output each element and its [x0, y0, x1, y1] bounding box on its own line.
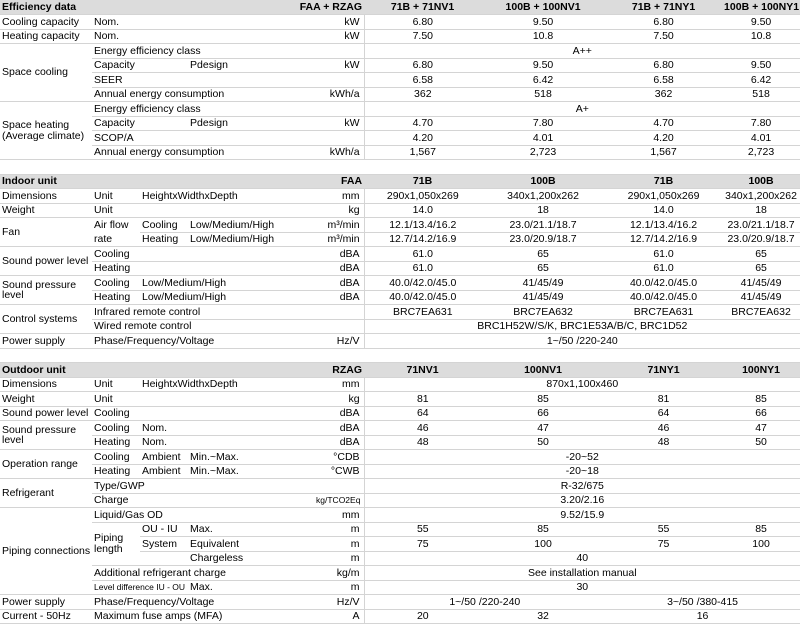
unit-cell: kW	[314, 58, 364, 73]
row-sublabel: Wired remote control	[92, 319, 314, 334]
row-sublabel: Heating	[92, 261, 314, 276]
row-sublabel: Pdesign	[188, 58, 314, 73]
value-cell: 100	[481, 537, 605, 552]
column-header: 71B + 71NV1	[364, 0, 481, 15]
value-cell: 75	[605, 537, 722, 552]
row-label: Weight	[0, 203, 92, 218]
row-sublabel: Equivalent	[188, 537, 314, 552]
value-cell: 40.0/42.0/45.0	[364, 290, 481, 305]
unit-cell: kW	[314, 15, 364, 30]
value-cell: 7.80	[722, 116, 800, 131]
row-sublabel: SEER	[92, 73, 314, 88]
row-sublabel	[92, 218, 140, 247]
unit-cell: dBA	[314, 261, 364, 276]
value-cell: 4.01	[481, 131, 605, 146]
value-cell: 290x1,050x269	[605, 189, 722, 204]
row-sublabel: Max.	[188, 580, 314, 595]
value-cell: 9.50	[722, 58, 800, 73]
value-cell: 6.42	[481, 73, 605, 88]
row-label	[0, 276, 92, 305]
column-header: 71NV1	[364, 363, 481, 378]
value-cell: 50	[722, 435, 800, 450]
row-sublabel: Heating	[140, 232, 188, 247]
table-row	[0, 609, 800, 624]
value-cell: 65	[481, 261, 605, 276]
value-cell: 47	[481, 421, 605, 436]
table-row	[0, 189, 800, 204]
value-cell: 41/45/49	[722, 290, 800, 305]
efficiency-model-label: FAA + RZAG	[188, 0, 364, 15]
value-cell: 6.80	[364, 15, 481, 30]
value-cell: 47	[722, 421, 800, 436]
outdoor-model-label: RZAG	[188, 363, 364, 378]
table-row	[0, 203, 800, 218]
column-header: 100NY1	[722, 363, 800, 378]
value-cell: 362	[364, 87, 481, 102]
table-row	[0, 580, 800, 595]
value-cell: 46	[605, 421, 722, 436]
row-sublabel: Unit	[92, 203, 314, 218]
table-row	[0, 493, 800, 508]
efficiency-header-row	[0, 0, 800, 15]
unit-cell: °CDB	[314, 450, 364, 465]
value-cell: 66	[722, 406, 800, 421]
row-sublabel: Heating	[92, 435, 140, 450]
efficiency-section-title: Efficiency data	[0, 0, 188, 15]
column-header: 100NV1	[481, 363, 605, 378]
row-sublabel: System	[140, 537, 188, 552]
row-sublabel: Low/Medium/High	[140, 290, 314, 305]
row-sublabel: Pdesign	[188, 116, 314, 131]
table-row	[0, 450, 800, 465]
value-cell: 64	[364, 406, 481, 421]
column-header: 71B + 71NY1	[605, 0, 722, 15]
value-cell: 6.80	[605, 58, 722, 73]
row-label-line: level	[2, 434, 24, 446]
value-cell: 18	[481, 203, 605, 218]
row-sublabel-line: rate	[94, 233, 113, 245]
table-row	[0, 87, 800, 102]
row-label: Current - 50Hz	[0, 609, 92, 624]
value-cell: 23.0/20.9/18.7	[722, 232, 800, 247]
row-sublabel: Phase/Frequency/Voltage	[92, 334, 314, 349]
value-cell: 100	[722, 537, 800, 552]
value-cell: 12.7/14.2/16.9	[364, 232, 481, 247]
value-cell: 1~/50 /220-240	[364, 595, 605, 610]
value-cell: 7.50	[364, 29, 481, 44]
row-sublabel: Unit	[92, 189, 140, 204]
value-cell: 6.58	[605, 73, 722, 88]
row-sublabel-line: length	[94, 542, 123, 555]
value-cell: BRC7EA631	[364, 305, 481, 320]
row-label: Control systems	[0, 305, 92, 334]
value-cell: BRC7EA632	[722, 305, 800, 320]
unit-cell: mm	[314, 508, 364, 523]
unit-cell: m	[314, 580, 364, 595]
row-sublabel: Cooling	[92, 406, 314, 421]
value-cell: 40.0/42.0/45.0	[605, 290, 722, 305]
value-cell: 65	[722, 247, 800, 262]
value-cell: 9.50	[481, 58, 605, 73]
unit-cell: dBA	[314, 247, 364, 262]
row-label: Cooling capacity	[0, 15, 92, 30]
indoor-section-title: Indoor unit	[0, 174, 188, 189]
value-cell: 40.0/42.0/45.0	[605, 276, 722, 291]
row-sublabel: Ambient	[140, 450, 188, 465]
row-label	[0, 102, 92, 160]
value-cell: 9.50	[722, 15, 800, 30]
unit-cell: kW	[314, 116, 364, 131]
value-cell: 85	[722, 522, 800, 537]
value-cell: 12.1/13.4/16.2	[364, 218, 481, 233]
value-cell: 61.0	[364, 261, 481, 276]
value-cell: 41/45/49	[722, 276, 800, 291]
unit-cell: dBA	[314, 290, 364, 305]
table-row	[0, 102, 800, 117]
column-header: 71NY1	[605, 363, 722, 378]
value-cell: 2,723	[722, 145, 800, 160]
value-cell: 9.52/15.9	[364, 508, 800, 523]
column-header: 100B	[481, 174, 605, 189]
table-row	[0, 392, 800, 407]
unit-cell: kg	[314, 203, 364, 218]
value-cell: BRC7EA632	[481, 305, 605, 320]
row-sublabel: Nom.	[92, 15, 314, 30]
row-sublabel: Unit	[92, 392, 314, 407]
table-row	[0, 464, 800, 479]
row-sublabel: Type/GWP	[92, 479, 314, 494]
value-cell: 41/45/49	[481, 290, 605, 305]
unit-cell: dBA	[314, 276, 364, 291]
row-sublabel: Maximum fuse amps (MFA)	[92, 609, 314, 624]
value-cell: 85	[722, 392, 800, 407]
value-cell: 7.50	[605, 29, 722, 44]
table-row	[0, 116, 800, 131]
value-cell: 3.20/2.16	[364, 493, 800, 508]
value-cell: 518	[722, 87, 800, 102]
row-label: Sound power level	[0, 406, 92, 421]
row-sublabel: Nom.	[140, 435, 314, 450]
row-sublabel: Capacity	[92, 58, 188, 73]
table-row	[0, 479, 800, 494]
table-row	[0, 595, 800, 610]
table-row	[0, 290, 800, 305]
unit-cell: m³/min	[314, 218, 364, 233]
value-cell: 340x1,200x262	[722, 189, 800, 204]
value-cell: 61.0	[364, 247, 481, 262]
row-sublabel: HeightxWidthxDepth	[140, 377, 314, 392]
value-cell: 1,567	[605, 145, 722, 160]
row-sublabel: Unit	[92, 377, 140, 392]
row-label: Space cooling	[0, 44, 92, 102]
row-sublabel: Capacity	[92, 116, 188, 131]
value-cell: 4.70	[364, 116, 481, 131]
unit-cell: °CWB	[314, 464, 364, 479]
value-cell: 65	[722, 261, 800, 276]
value-cell: 65	[481, 247, 605, 262]
outdoor-header-row	[0, 363, 800, 378]
value-cell: 12.7/14.2/16.9	[605, 232, 722, 247]
value-cell: 4.70	[605, 116, 722, 131]
table-row	[0, 218, 800, 233]
row-label: Dimensions	[0, 377, 92, 392]
unit-cell: mm	[314, 189, 364, 204]
value-cell: 4.01	[722, 131, 800, 146]
value-cell: 10.8	[481, 29, 605, 44]
table-row	[0, 261, 800, 276]
unit-cell: m³/min	[314, 232, 364, 247]
unit-cell: kWh/a	[314, 145, 364, 160]
value-cell: 50	[481, 435, 605, 450]
unit-cell: Hz/V	[314, 595, 364, 610]
unit-cell: dBA	[314, 421, 364, 436]
indoor-model-label: FAA	[188, 174, 364, 189]
row-sublabel: Liquid/Gas OD	[92, 508, 314, 523]
row-sublabel: Min.~Max.	[188, 464, 314, 479]
row-label: Operation range	[0, 450, 92, 479]
unit-cell: kg	[314, 392, 364, 407]
table-row	[0, 145, 800, 160]
row-label-line: level	[2, 289, 24, 301]
table-row	[0, 305, 800, 320]
row-label: Piping connections	[0, 508, 92, 595]
row-sublabel: Annual energy consumption	[92, 145, 314, 160]
table-row	[0, 508, 800, 523]
value-cell: 61.0	[605, 247, 722, 262]
value-cell: 340x1,200x262	[481, 189, 605, 204]
row-sublabel	[92, 522, 140, 566]
row-sublabel: Ambient	[140, 464, 188, 479]
row-sublabel: Cooling	[140, 218, 188, 233]
row-sublabel: SCOP/A	[92, 131, 314, 146]
row-sublabel: Annual energy consumption	[92, 87, 314, 102]
row-sublabel: Infrared remote control	[92, 305, 314, 320]
unit-cell: m	[314, 537, 364, 552]
row-sublabel: Additional refrigerant charge	[92, 566, 314, 581]
value-cell: 870x1,100x460	[364, 377, 800, 392]
value-cell: 55	[364, 522, 481, 537]
row-label	[0, 421, 92, 450]
row-sublabel: Low/Medium/High	[188, 218, 314, 233]
value-cell: 61.0	[605, 261, 722, 276]
row-label: Power supply	[0, 595, 92, 610]
table-row	[0, 44, 800, 59]
value-cell: 1~/50 /220-240	[364, 334, 800, 349]
unit-cell: m	[314, 551, 364, 566]
value-cell: 518	[481, 87, 605, 102]
value-cell: 16	[605, 609, 800, 624]
row-sublabel: Charge	[92, 493, 314, 508]
value-cell: 6.80	[364, 58, 481, 73]
table-row	[0, 406, 800, 421]
value-cell: 66	[481, 406, 605, 421]
column-header: 100B + 100NV1	[481, 0, 605, 15]
row-sublabel: Heating	[92, 464, 140, 479]
row-label-line: Space heating	[2, 119, 70, 131]
value-cell: 10.8	[722, 29, 800, 44]
column-header: 100B + 100NY1	[724, 0, 800, 13]
row-sublabel: Phase/Frequency/Voltage	[92, 595, 314, 610]
value-cell: 23.0/20.9/18.7	[481, 232, 605, 247]
row-sublabel: Low/Medium/High	[140, 276, 314, 291]
value-cell: 14.0	[364, 203, 481, 218]
outdoor-section-title: Outdoor unit	[0, 363, 188, 378]
value-cell: 3~/50 /380-415	[605, 595, 800, 610]
unit-cell: kg/m	[314, 566, 364, 581]
value-cell: -20~52	[364, 450, 800, 465]
row-sublabel: Max.	[188, 522, 314, 537]
indoor-header-row	[0, 174, 800, 189]
table-row	[0, 334, 800, 349]
value-cell: 85	[481, 392, 605, 407]
row-sublabel: OU - IU	[140, 522, 188, 537]
value-cell: 64	[605, 406, 722, 421]
table-row	[0, 319, 800, 334]
row-sublabel: Cooling	[92, 276, 140, 291]
value-cell: 4.20	[605, 131, 722, 146]
table-row	[0, 435, 800, 450]
unit-cell: m	[314, 522, 364, 537]
table-row	[0, 29, 800, 44]
table-row	[0, 15, 800, 30]
row-label: Power supply	[0, 334, 92, 349]
unit-cell: A	[314, 609, 364, 624]
row-sublabel: Nom.	[92, 29, 314, 44]
row-sublabel: HeightxWidthxDepth	[140, 189, 314, 204]
value-cell: 1,567	[364, 145, 481, 160]
row-sublabel: Level difference IU - OU	[92, 580, 188, 595]
value-cell: 20	[364, 609, 481, 624]
value-cell: 48	[605, 435, 722, 450]
section-spacer	[0, 348, 800, 363]
value-cell: 6.58	[364, 73, 481, 88]
value-cell: 2,723	[481, 145, 605, 160]
value-cell: 18	[722, 203, 800, 218]
value-cell: 9.50	[481, 15, 605, 30]
value-cell: 32	[481, 609, 605, 624]
row-sublabel: Cooling	[92, 247, 314, 262]
unit-cell: kW	[314, 29, 364, 44]
row-label: Dimensions	[0, 189, 92, 204]
table-row	[0, 247, 800, 262]
value-cell: 81	[605, 392, 722, 407]
table-row	[0, 522, 800, 537]
value-cell: 290x1,050x269	[364, 189, 481, 204]
value-cell: 85	[481, 522, 605, 537]
value-cell: 41/45/49	[481, 276, 605, 291]
column-header: 100B	[722, 174, 800, 189]
value-cell: 40	[364, 551, 800, 566]
value-cell: 12.1/13.4/16.2	[605, 218, 722, 233]
row-sublabel: Cooling	[92, 421, 140, 436]
value-cell: R-32/675	[364, 479, 800, 494]
value-cell: BRC1H52W/S/K, BRC1E53A/B/C, BRC1D52	[364, 319, 800, 334]
table-row	[0, 566, 800, 581]
value-cell: 4.20	[364, 131, 481, 146]
column-header: 71B	[364, 174, 481, 189]
row-label: Fan	[0, 218, 92, 247]
row-label: Weight	[0, 392, 92, 407]
row-label: Heating capacity	[0, 29, 92, 44]
table-row	[0, 58, 800, 73]
row-sublabel: Nom.	[140, 421, 314, 436]
value-cell: A++	[364, 44, 800, 59]
row-sublabel: Min.~Max.	[188, 450, 314, 465]
row-sublabel: Chargeless	[188, 551, 314, 566]
table-row	[0, 73, 800, 88]
column-header: 71B	[605, 174, 722, 189]
value-cell: 40.0/42.0/45.0	[364, 276, 481, 291]
value-cell: 75	[364, 537, 481, 552]
value-cell: 46	[364, 421, 481, 436]
value-cell: BRC7EA631	[605, 305, 722, 320]
unit-cell: kg/TCO2Eq	[314, 493, 364, 508]
table-row	[0, 276, 800, 291]
value-cell: 81	[364, 392, 481, 407]
table-row	[0, 377, 800, 392]
unit-cell: mm	[314, 377, 364, 392]
table-row	[0, 421, 800, 436]
row-label-line: Sound pressure	[2, 423, 77, 436]
unit-cell: Hz/V	[314, 334, 364, 349]
value-cell: 6.80	[605, 15, 722, 30]
value-cell: See installation manual	[364, 566, 800, 581]
row-sublabel: Energy efficiency class	[92, 44, 314, 59]
row-sublabel: Cooling	[92, 450, 140, 465]
value-cell: -20~18	[364, 464, 800, 479]
row-sublabel: Energy efficiency class	[92, 102, 314, 117]
row-label-line: Sound pressure	[2, 278, 77, 291]
row-sublabel: Heating	[92, 290, 140, 305]
value-cell: 23.0/21.1/18.7	[722, 218, 800, 233]
value-cell: 55	[605, 522, 722, 537]
value-cell: 14.0	[605, 203, 722, 218]
row-sublabel-line: Air flow	[94, 218, 129, 231]
row-sublabel: Low/Medium/High	[188, 232, 314, 247]
value-cell: 6.42	[722, 73, 800, 88]
unit-cell: dBA	[314, 406, 364, 421]
value-cell: 48	[364, 435, 481, 450]
row-label: Refrigerant	[0, 479, 92, 508]
value-cell: 362	[605, 87, 722, 102]
row-label-line: (Average climate)	[2, 129, 85, 142]
value-cell: 30	[364, 580, 800, 595]
value-cell: 7.80	[481, 116, 605, 131]
row-label: Sound power level	[0, 247, 92, 276]
table-row	[0, 131, 800, 146]
unit-cell: kWh/a	[314, 87, 364, 102]
section-spacer	[0, 160, 800, 175]
value-cell: 23.0/21.1/18.7	[481, 218, 605, 233]
unit-cell: dBA	[314, 435, 364, 450]
row-sublabel-line: Piping	[94, 532, 124, 545]
value-cell: A+	[364, 102, 800, 117]
